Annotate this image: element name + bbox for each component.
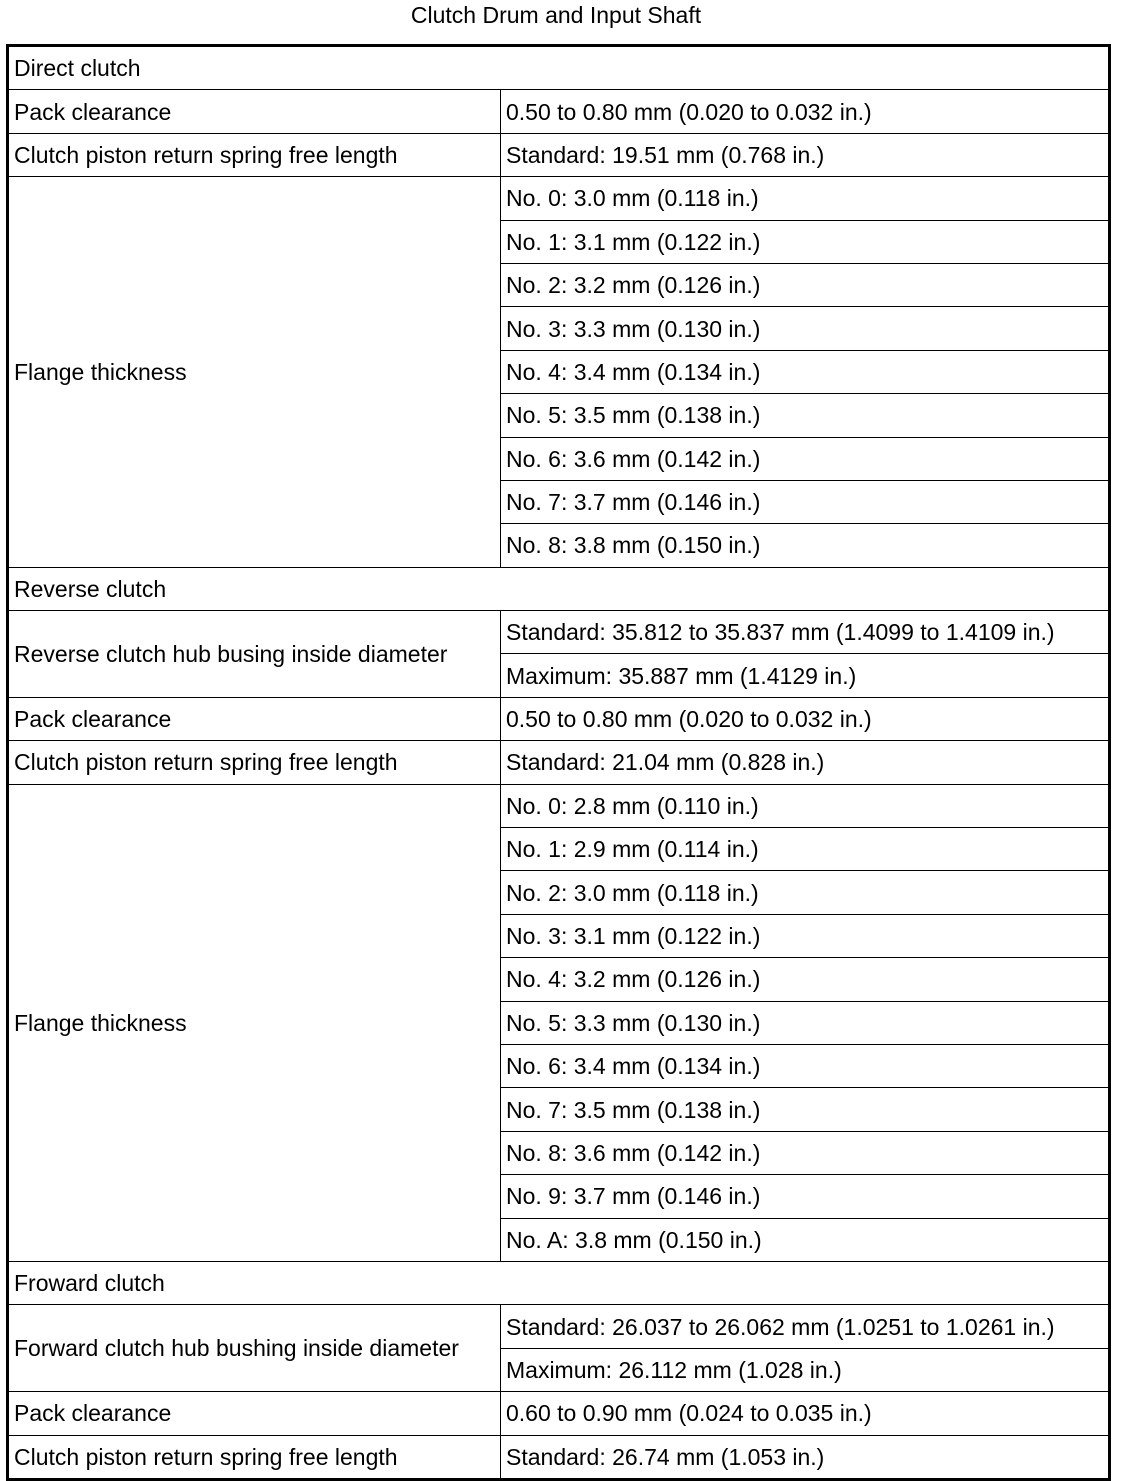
spec-value: No. 4: 3.2 mm (0.126 in.): [501, 958, 1110, 1001]
spec-value: 0.50 to 0.80 mm (0.020 to 0.032 in.): [501, 90, 1110, 133]
spec-value: No. 1: 3.1 mm (0.122 in.): [501, 220, 1110, 263]
spec-value: No. 6: 3.4 mm (0.134 in.): [501, 1044, 1110, 1087]
spec-value: Maximum: 35.887 mm (1.4129 in.): [501, 654, 1110, 697]
spec-value: No. A: 3.8 mm (0.150 in.): [501, 1218, 1110, 1261]
table-row: [8, 1392, 1110, 1435]
spec-label: Reverse clutch hub busing inside diameter: [8, 611, 501, 698]
spec-value: Maximum: 26.112 mm (1.028 in.): [501, 1348, 1110, 1391]
spec-value: No. 2: 3.0 mm (0.118 in.): [501, 871, 1110, 914]
spec-value: No. 1: 2.9 mm (0.114 in.): [501, 828, 1110, 871]
spec-value: No. 3: 3.1 mm (0.122 in.): [501, 914, 1110, 957]
spec-value: Standard: 19.51 mm (0.768 in.): [501, 133, 1110, 176]
spec-value: No. 2: 3.2 mm (0.126 in.): [501, 263, 1110, 306]
table-row: [8, 611, 1110, 654]
spec-value: No. 7: 3.5 mm (0.138 in.): [501, 1088, 1110, 1131]
section-header-row: [8, 1261, 1110, 1304]
spec-label: Flange thickness: [8, 177, 501, 568]
spec-table: [6, 44, 1111, 1481]
spec-value: Standard: 26.74 mm (1.053 in.): [501, 1435, 1110, 1479]
spec-label: Clutch piston return spring free length: [8, 1435, 501, 1479]
spec-value: No. 0: 3.0 mm (0.118 in.): [501, 177, 1110, 220]
spec-value: 0.60 to 0.90 mm (0.024 to 0.035 in.): [501, 1392, 1110, 1435]
table-row: [8, 1305, 1110, 1348]
spec-value: No. 0: 2.8 mm (0.110 in.): [501, 784, 1110, 827]
spec-label: Forward clutch hub bushing inside diameter: [8, 1305, 501, 1392]
spec-value: No. 4: 3.4 mm (0.134 in.): [501, 350, 1110, 393]
spec-value: No. 8: 3.8 mm (0.150 in.): [501, 524, 1110, 567]
spec-label: Flange thickness: [8, 784, 501, 1261]
spec-label: Pack clearance: [8, 90, 501, 133]
spec-value: No. 8: 3.6 mm (0.142 in.): [501, 1131, 1110, 1174]
section-header-direct: Direct clutch: [8, 46, 1110, 90]
spec-value: No. 5: 3.3 mm (0.130 in.): [501, 1001, 1110, 1044]
spec-label: Pack clearance: [8, 697, 501, 740]
section-header-row: [8, 46, 1110, 90]
spec-value: Standard: 26.037 to 26.062 mm (1.0251 to 1.0261 in.): [501, 1305, 1110, 1348]
spec-value: 0.50 to 0.80 mm (0.020 to 0.032 in.): [501, 697, 1110, 740]
table-row: [8, 133, 1110, 176]
spec-value: Standard: 21.04 mm (0.828 in.): [501, 741, 1110, 784]
spec-label: Pack clearance: [8, 1392, 501, 1435]
section-header-row: [8, 567, 1110, 610]
spec-value: No. 5: 3.5 mm (0.138 in.): [501, 394, 1110, 437]
table-row: [8, 1435, 1110, 1479]
spec-label: Clutch piston return spring free length: [8, 741, 501, 784]
table-row: [8, 177, 1110, 220]
section-header-forward: Froward clutch: [8, 1261, 1110, 1304]
spec-value: No. 6: 3.6 mm (0.142 in.): [501, 437, 1110, 480]
spec-value: No. 9: 3.7 mm (0.146 in.): [501, 1175, 1110, 1218]
spec-value: No. 3: 3.3 mm (0.130 in.): [501, 307, 1110, 350]
table-row: [8, 741, 1110, 784]
spec-value: No. 7: 3.7 mm (0.146 in.): [501, 480, 1110, 523]
section-header-reverse: Reverse clutch: [8, 567, 1110, 610]
table-row: [8, 90, 1110, 133]
table-row: [8, 697, 1110, 740]
spec-value: Standard: 35.812 to 35.837 mm (1.4099 to 1.4109 in.): [501, 611, 1110, 654]
page-title: Clutch Drum and Input Shaft: [410, 2, 702, 28]
spec-label: Clutch piston return spring free length: [8, 133, 501, 176]
table-row: [8, 784, 1110, 827]
